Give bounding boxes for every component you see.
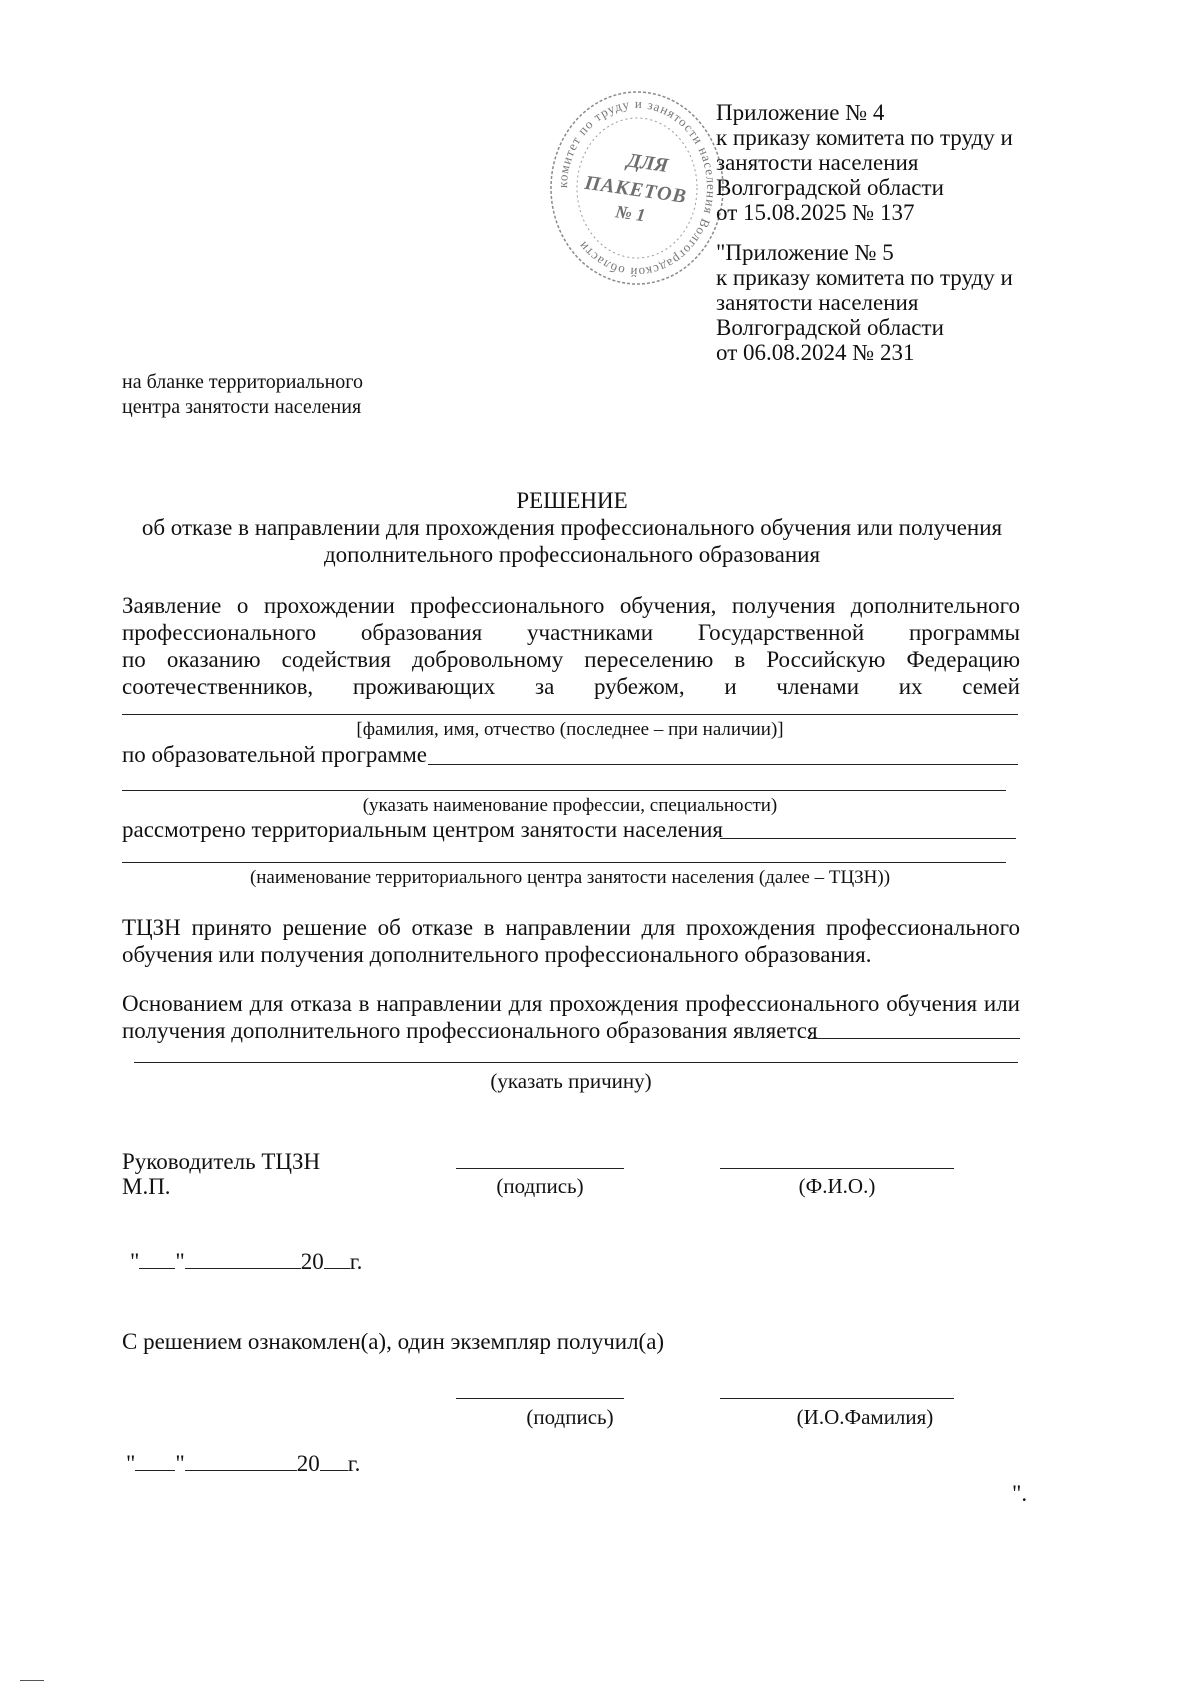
basis-field-line[interactable] <box>808 1038 1020 1039</box>
appendix-previous-line-2: к приказу комитета по труду и <box>716 265 1013 290</box>
statement-line-3: по оказанию содействия добровольному переселению в Российскую Федерацию <box>122 647 1020 672</box>
appendix-current-line-4: Волгоградской области <box>716 175 944 200</box>
statement-line-2: профессионального образования участниками Государственной программы <box>122 620 1020 645</box>
date-month-field[interactable] <box>185 1248 301 1269</box>
ack-signature-line[interactable] <box>456 1398 624 1399</box>
appendix-previous-line-3: занятости населения <box>716 290 919 315</box>
ack-date-year-prefix: 20 <box>296 1451 320 1476</box>
ack-name-line[interactable] <box>720 1398 954 1399</box>
date-day-field[interactable] <box>139 1248 175 1269</box>
title-heading: РЕШЕНИЕ <box>516 488 628 513</box>
date-year-field[interactable] <box>324 1248 350 1269</box>
appendix-current-line-2: к приказу комитета по труду и <box>716 125 1013 150</box>
ack-date-quote-open: " <box>126 1451 136 1476</box>
decision-line-1: ТЦЗН принято решение об отказе в направлении для прохождения профессионального <box>122 915 1020 940</box>
date-quote-open: " <box>130 1249 140 1274</box>
appendix-current-line-3: занятости населения <box>716 150 919 175</box>
seal-label: М.П. <box>122 1174 171 1199</box>
appendix-current-line-5: от 15.08.2025 № 137 <box>716 200 915 225</box>
statement-line-4: соотечественников, проживающих за рубежом, и членами их семей <box>122 674 1020 699</box>
program-field-line-2[interactable] <box>122 790 1006 791</box>
fio-hint: [фамилия, имя, отчество (последнее – при наличии)] <box>356 719 784 740</box>
reason-hint: (указать причину) <box>490 1069 652 1093</box>
program-hint: (указать наименование профессии, специальности) <box>362 795 778 816</box>
reviewed-label <box>122 816 723 843</box>
center-field-line-2[interactable] <box>122 862 1006 863</box>
stamp-seal-icon <box>548 88 726 288</box>
date-quote-close: " <box>175 1249 185 1274</box>
program-label-text: по образовательной программе <box>122 742 427 767</box>
statement-paragraph <box>122 592 1020 700</box>
acknowledgement-text: С решением ознакомлен(а), один экземпляр получил(а) <box>122 1329 665 1354</box>
head-signature-line[interactable] <box>456 1168 624 1169</box>
stamp-line-2: ПАКЕТОВ <box>583 171 689 208</box>
head-name-hint: (Ф.И.О.) <box>798 1174 876 1198</box>
date-suffix: г. <box>349 1249 363 1274</box>
stamp <box>548 88 726 288</box>
title-sub-2: дополнительного профессионального образования <box>323 542 821 567</box>
decision-date <box>130 1248 362 1275</box>
stamp-line-3: № 1 <box>614 201 647 226</box>
head-label: Руководитель ТЦЗН <box>122 1149 321 1174</box>
ack-sign-hint: (подпись) <box>526 1405 614 1429</box>
ack-date-quote-close: " <box>175 1451 185 1476</box>
blank-note-line-1: на бланке территориального <box>122 371 363 393</box>
program-label <box>122 741 427 768</box>
ack-date-day-field[interactable] <box>135 1450 175 1471</box>
ack-name-hint: (И.О.Фамилия) <box>796 1405 934 1429</box>
basis-line-2: получения дополнительного профессионального образования является <box>122 1018 818 1043</box>
ack-date-year-field[interactable] <box>320 1450 348 1471</box>
blank-note-line-2: центра занятости населения <box>122 396 362 418</box>
appendix-current-line-1: Приложение № 4 <box>716 100 885 125</box>
ack-date-month-field[interactable] <box>185 1450 297 1471</box>
date-year-prefix: 20 <box>300 1249 324 1274</box>
decision-line-2: обучения или получения дополнительного профессионального образования. <box>122 942 872 967</box>
appendix-current <box>716 100 1013 225</box>
stamp-line-1: ДЛЯ <box>625 149 670 177</box>
stamp-ring-text: комитет по труду и занятости населения Волгоградской области <box>554 95 720 281</box>
end-mark: ". <box>1012 1481 1028 1506</box>
basis-line-1: Основанием для отказа в направлении для прохождения профессионального обучения или <box>122 991 1020 1016</box>
program-field-line[interactable] <box>428 764 1018 765</box>
basis-paragraph <box>122 990 1020 1044</box>
ack-date-suffix: г. <box>347 1451 361 1476</box>
appendix-previous-line-1: "Приложение № 5 <box>716 240 894 265</box>
reason-field-line[interactable] <box>134 1062 1018 1063</box>
title-sub-1: об отказе в направлении для прохождения профессионального обучения или получения <box>141 515 1003 540</box>
scan-edge-mark <box>20 1680 44 1681</box>
appendix-previous-line-5: от 06.08.2024 № 231 <box>716 340 915 365</box>
fio-field-line[interactable] <box>122 714 1018 715</box>
head-sign-hint: (подпись) <box>496 1174 584 1198</box>
center-field-line[interactable] <box>720 838 1016 839</box>
ack-date <box>126 1450 360 1477</box>
blank-note <box>122 370 363 420</box>
document-title <box>122 487 1022 568</box>
center-hint: (наименование территориального центра занятости населения (далее – ТЦЗН)) <box>249 867 891 888</box>
reviewed-label-text: рассмотрено территориальным центром занятости населения <box>122 817 723 842</box>
head-name-line[interactable] <box>720 1168 954 1169</box>
decision-paragraph <box>122 914 1020 968</box>
appendix-previous-line-4: Волгоградской области <box>716 315 944 340</box>
statement-line-1: Заявление о прохождении профессионального обучения, получения дополнительного <box>122 593 1020 618</box>
appendix-previous <box>716 240 1013 365</box>
